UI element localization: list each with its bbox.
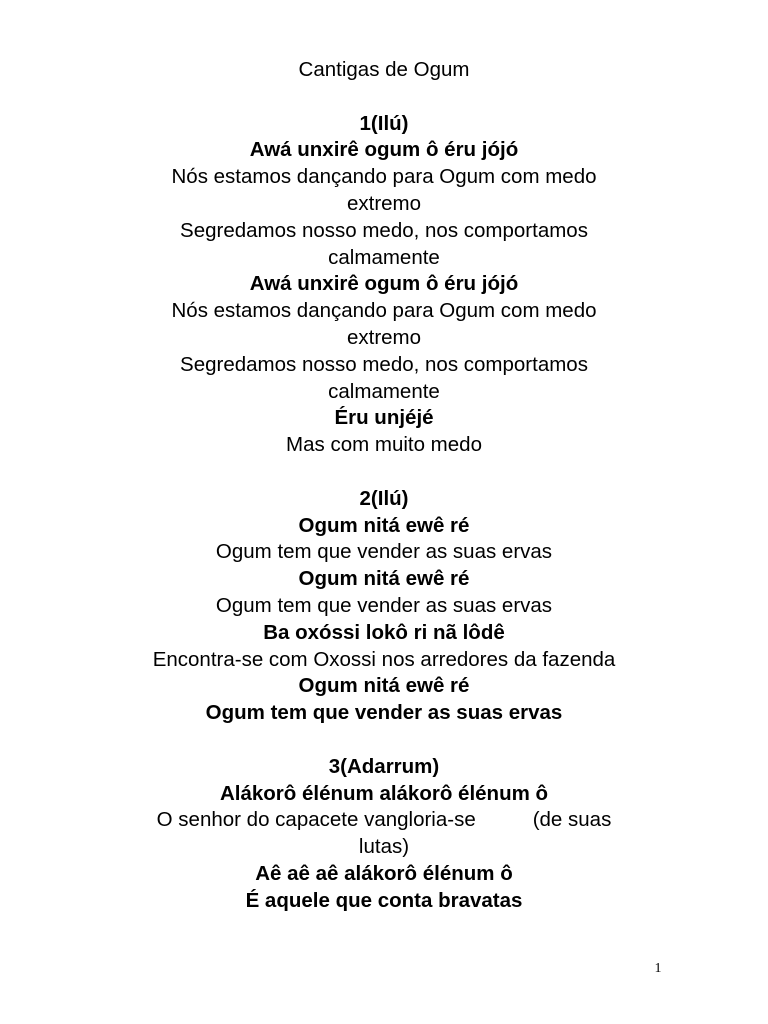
spacer <box>118 459 650 486</box>
translation-line: Nós estamos dançando para Ogum com medo <box>171 299 597 323</box>
lyric-line: Ogum nitá ewê ré <box>298 567 470 591</box>
lyric-line: Awá unxirê ogum ô éru jójó <box>249 138 519 162</box>
lyric-line: Ogum nitá ewê ré <box>298 513 470 537</box>
translation-line: Segredamos nosso medo, nos comportamos <box>180 218 588 242</box>
spacer <box>118 84 650 111</box>
translation-line: Mas com muito medo <box>286 433 482 457</box>
lyric-line: É aquele que conta bravatas <box>245 888 523 912</box>
lyric-line: Ba oxóssi lokô ri nã lôdê <box>263 620 505 644</box>
translation-line: O senhor do capacete vangloria-se (de suas <box>156 808 612 832</box>
translation-line: Encontra-se com Oxossi nos arredores da fazenda <box>152 647 616 671</box>
translation-line: lutas) <box>358 835 410 859</box>
document-content <box>118 57 650 915</box>
section-heading: 2(Ilú) <box>359 486 409 510</box>
lyric-line: Éru unjéjé <box>334 406 434 430</box>
translation-line: Ogum tem que vender as suas ervas <box>215 540 553 564</box>
translation-line: calmamente <box>328 245 440 269</box>
lyric-line: Aê aê aê alákorô élénum ô <box>255 861 513 885</box>
spacer <box>118 727 650 754</box>
translation-line: extremo <box>346 325 422 349</box>
lyric-line: Alákorô élénum alákorô élénum ô <box>219 781 549 805</box>
translation-line: calmamente <box>328 379 440 403</box>
translation-line: Segredamos nosso medo, nos comportamos <box>180 352 588 376</box>
document-title: Cantigas de Ogum <box>298 58 470 81</box>
section-heading: 1(Ilú) <box>359 111 409 135</box>
lyric-line: Awá unxirê ogum ô éru jójó <box>249 272 519 296</box>
section-heading: 3(Adarrum) <box>328 754 440 778</box>
page-number: 1 <box>654 961 662 976</box>
translation-line: Ogum tem que vender as suas ervas <box>215 593 553 617</box>
translation-line: extremo <box>346 191 422 215</box>
lyric-line: Ogum nitá ewê ré <box>298 674 470 698</box>
translation-line: Nós estamos dançando para Ogum com medo <box>171 165 597 189</box>
lyric-line: Ogum tem que vender as suas ervas <box>205 701 563 725</box>
